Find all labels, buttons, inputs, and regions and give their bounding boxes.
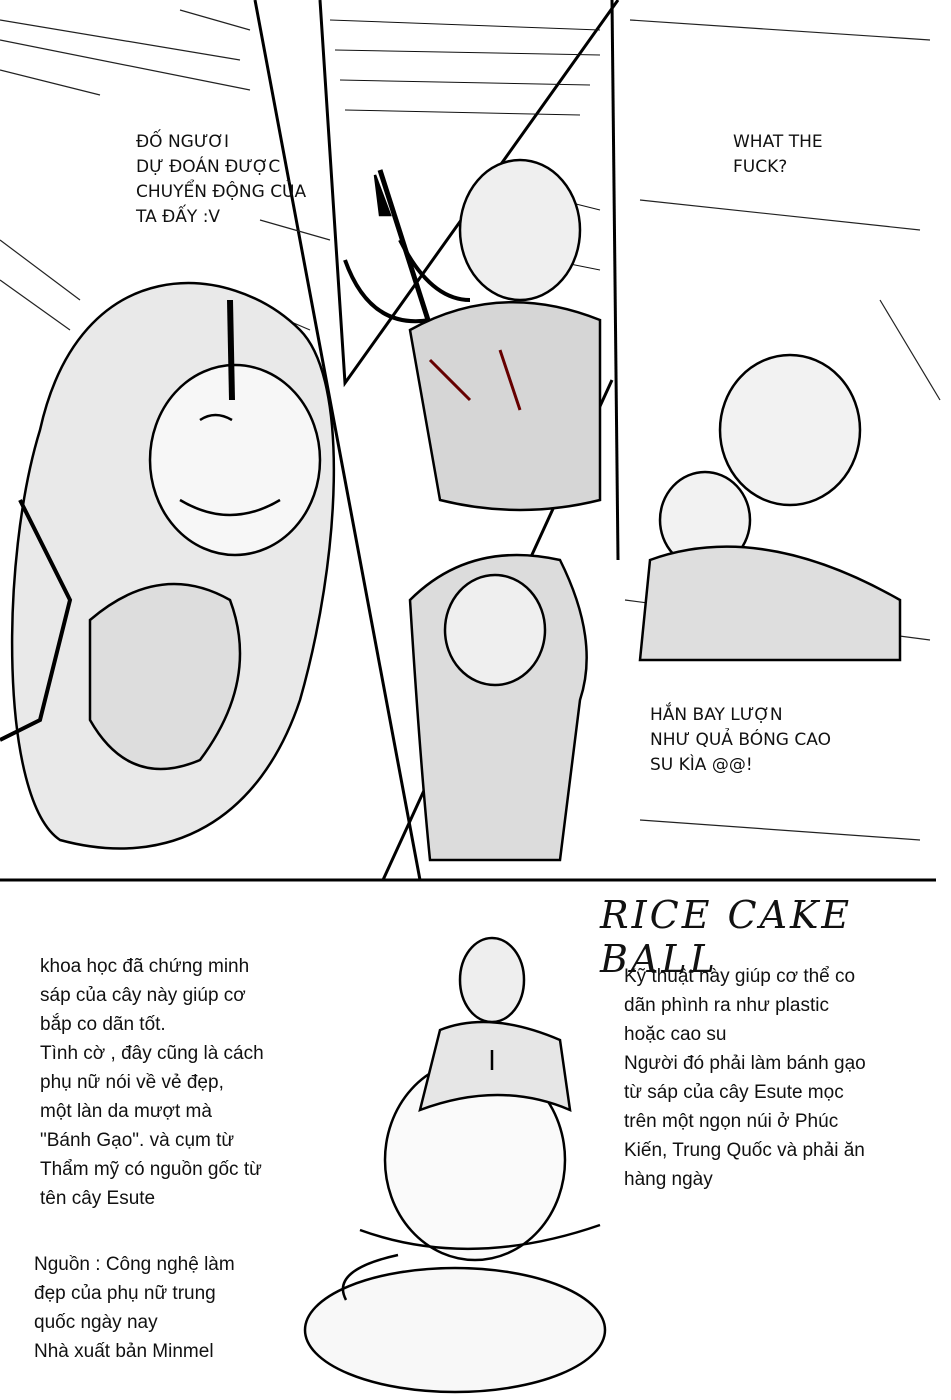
trident-warrior-figure: [345, 160, 600, 510]
surprised-characters: [640, 355, 900, 660]
right-caption: Kỹ thuật này giúp cơ thể co dãn phình ra như plastic hoặc cao su Người đó phải làm bánh gạo từ sáp của cây Esute mọc trên một ngọn núi ở Phúc Kiến, Trung Quốc và phải ăn hàng ngày: [624, 966, 866, 1190]
fat-monk-figure: [0, 283, 334, 848]
speech-bubble-bouncing: HẮN BAY LƯỢN NHƯ QUẢ BÓNG CAO SU KÌA @@!: [650, 705, 831, 775]
lower-warrior-figure: [410, 555, 587, 860]
speech-bubble-what: WHAT THE FUCK?: [733, 132, 823, 177]
speech-bubble-monk: ĐỐ NGƯƠI DỰ ĐOÁN ĐƯỢC CHUYỂN ĐỘNG CỦA TA ĐẤY :V: [136, 132, 307, 227]
rice-cake-ball-figure: [305, 938, 605, 1392]
technique-title: RICE CAKE BALL: [600, 893, 853, 981]
source-caption: Nguồn : Công nghệ làm đẹp của phụ nữ trung quốc ngày nay Nhà xuất bản Minmel: [34, 1254, 235, 1362]
left-caption: khoa học đã chứng minh sáp của cây này giúp cơ bắp co dãn tốt. Tình cờ , đây cũng là cách phụ nữ nói về vẻ đẹp, một làn da mượt mà "Bánh Gạo". và cụm từ Thẩm mỹ có nguồn gốc từ tên cây Esute: [40, 956, 264, 1209]
